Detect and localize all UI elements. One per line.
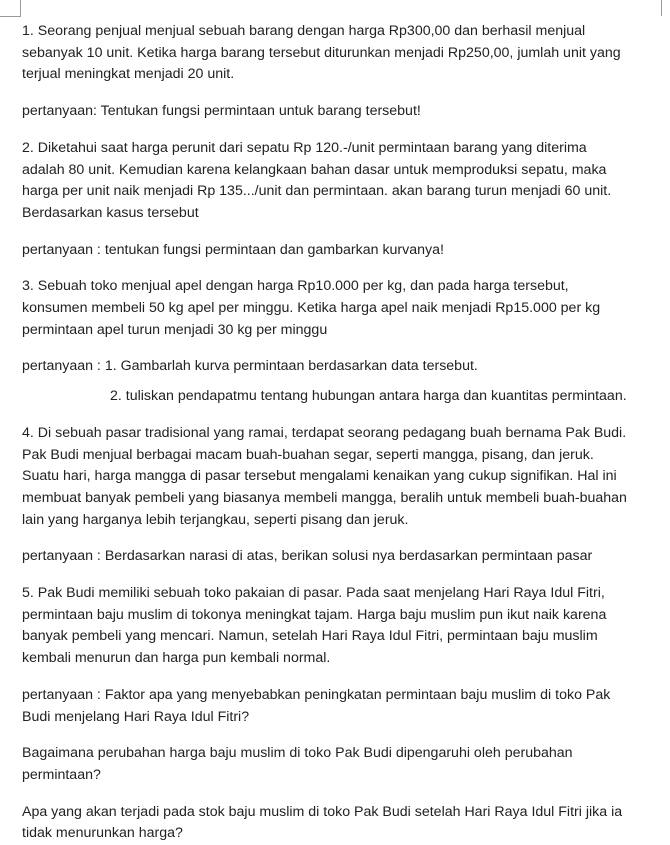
question-1-prompt: pertanyaan: Tentukan fungsi permintaan untuk barang tersebut!	[22, 103, 421, 120]
page-corner-mark-left	[0, 0, 21, 17]
question-1-text: 1. Seorang penjual menjual sebuah barang dengan harga Rp300,00 dan berhasil menjual sebanyak 10 unit. Ketika harga barang tersebut diturunkan menjadi Rp250,00, jumlah unit yang terjual meningkat menjadi 20 unit.	[22, 23, 621, 83]
page-corner-mark-right	[661, 0, 670, 16]
question-5-prompt-1: pertanyaan : Faktor apa yang menyebabkan peningkatan permintaan baju muslim di toko Pak Budi menjelang Hari Raya Idul Fitri?	[22, 686, 611, 725]
question-3-text: 3. Sebuah toko menjual apel dengan harga Rp10.000 per kg, dan pada harga tersebut, konsumen membeli 50 kg apel per minggu. Ketika harga apel naik menjadi Rp15.000 per kg permintaan apel turun menjadi 30 kg per minggu	[22, 278, 601, 338]
question-5-text: 5. Pak Budi memiliki sebuah toko pakaian di pasar. Pada saat menjelang Hari Raya Idul Fitri, permintaan baju muslim di tokonya meningkat tajam. Harga baju muslim pun ikut naik karena banyak pembeli yang mencari. Namun, setelah Hari Raya Idul Fitri, permintaan baju muslim kembali menurun dan harga pun kembali normal.	[22, 585, 607, 667]
question-5-prompt-2: Bagaimana perubahan harga baju muslim di toko Pak Budi dipengaruhi oleh perubahan permintaan?	[22, 745, 573, 783]
document-body	[22, 21, 666, 845]
question-4-prompt: pertanyaan : Berdasarkan narasi di atas, berikan solusi nya berdasarkan permintaan pasar	[22, 548, 593, 565]
question-5-prompt-3: Apa yang akan terjadi pada stok baju muslim di toko Pak Budi setelah Hari Raya Idul Fitri jika ia tidak menurunkan harga?	[22, 803, 623, 842]
question-3-prompt-1: pertanyaan : 1. Gambarlah kurva permintaan berdasarkan data tersebut.	[22, 358, 478, 375]
question-2-text: 2. Diketahui saat harga perunit dari sepatu Rp 120.-/unit permintaan barang yang diterima adalah 80 unit. Kemudian karena kelangkaan bahan dasar untuk memproduksi sepatu, maka harga per unit naik menjadi Rp 135.../unit dan permintaan. akan barang turun menjadi 60 unit. Berdasarkan kasus tersebut	[22, 139, 612, 221]
question-4-text: 4. Di sebuah pasar tradisional yang ramai, terdapat seorang pedagang buah bernama Pak Budi. Pak Budi menjual berbagai macam buah-buahan segar, seperti mangga, pisang, dan jeruk. Suatu hari, harga mangga di pasar tersebut mengalami kenaikan yang cukup signifikan. Hal ini membuat banyak pembeli yang biasanya membeli mangga, beralih untuk membeli buah-buahan lain yang harganya lebih terjangkau, seperti pisang dan jeruk.	[22, 424, 627, 528]
question-2-prompt: pertanyaan : tentukan fungsi permintaan dan gambarkan kurvanya!	[22, 241, 444, 258]
question-3-prompt-2: 2. tuliskan pendapatmu tentang hubungan antara harga dan kuantitas permintaan.	[110, 388, 627, 405]
